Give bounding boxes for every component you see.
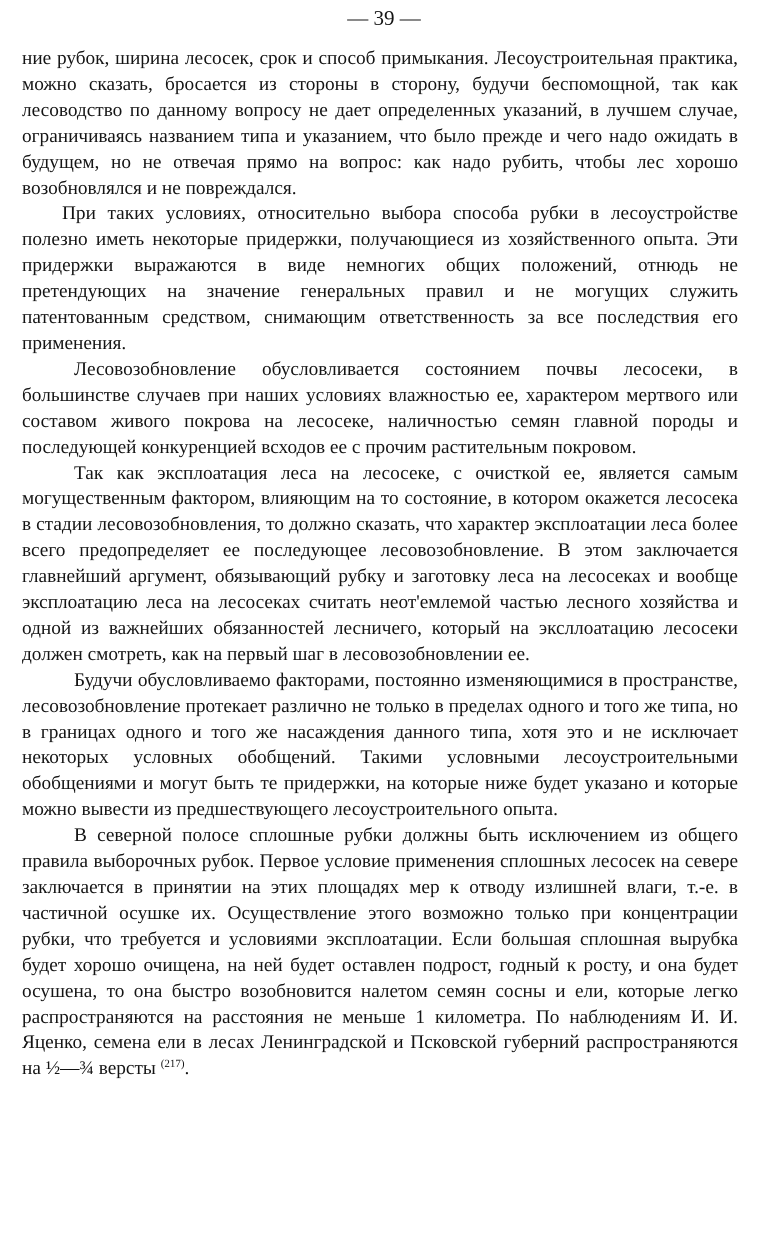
paragraph: Так как эксплоатация леса на лесосеке, с очисткой ее, является самым могущественным фактором, влияющим на то состояние, в котором окажется лесосека в стадии лесовозобновления, то должно сказать, что характер эксплоатации леса более всего предопределяет ее последующее лесовозобновление. В этом заключается главнейший аргумент, обязывающий рубку и заготовку леса на лесосеках и вообще эксплоатацию леса на лесосеках считать неот'емлемой частью лесного хозяйства и одной из важнейших обязанностей лесничего, который на эксллоатацию лесосеки должен смотреть, как на первый шаг в лесовозобновлении ее. (22, 462, 738, 665)
paragraph: Лесовозобновление обусловливается состоянием почвы лесосеки, в большинстве случаев при наших условиях влажностью ее, характером мертвого или составом живого покрова на лесосеке, наличностью семян главной породы и последующей конкуренцией всходов ее с прочим растительным покровом. (22, 358, 738, 458)
paragraph: ние рубок, ширина лесосек, срок и способ примыкания. Лесоустроительная практика, можно сказать, бросается из стороны в сторону, будучи беспомощной, так как лесоводство по данному вопросу не дает определенных указаний, в лучшем случае, ограничиваясь названием типа и указанием, что было прежде и чего надо ожидать в будущем, но не отвечая прямо на вопрос: как надо рубить, чтобы лес хорошо возобновлялся и не повреждался. (22, 48, 738, 199)
paragraph: Будучи обусловливаемо факторами, постоянно изменяющимися в пространстве, лесовозобновление протекает различно не только в пределах одного и того же типа, но в границах одного и того же насаждения данного типа, хотя это и не исключает некоторых условных обобщений. Такими условными лесоустроительными обобщениями и могут быть те придержки, на которые ниже будет указано и которые можно вывести из предшествующего лесоустроительного опыта. (22, 669, 738, 821)
paragraph: При таких условиях, относительно выбора способа рубки в лесоустройстве полезно иметь некоторые придержки, получающиеся из хозяйственного опыта. Эти придержки выражаются в виде немногих общих положений, отнюдь не претендующих на значение генеральных правил и не могущих служить патентованным средством, снимающим ответственность за все последствия его применения. (22, 203, 738, 354)
page-number: — 39 — (347, 6, 421, 30)
body-text (22, 46, 738, 1082)
footnote-reference: (217) (160, 1058, 185, 1071)
paragraph-tail: . (184, 1058, 190, 1080)
paragraph-text: В северной полосе сплошные рубки должны быть исключением из общего правила выборочных рубок. Первое условие применения сплошных лесосек на севере заключается в принятии на этих площадях мер к отводу излишней влаги, т.-е. в частичной осушке их. Осуществление этого возможно только при концентрации рубки, что требуется и условиями эксплоатации. Если большая сплошная вырубка будет хорошо очищена, на ней будет оставлен подрост, годный к росту, и она будет осушена, то она быстро возобновится налетом семян сосны и ели, которые легко распространяются на расстояния не меньше 1 километра. По наблюдениям И. И. Яценко, семена ели в лесах Ленинградской и Псковской губерний распространяются на ½—¾ версты (22, 825, 738, 1080)
paragraph-last (22, 823, 738, 1082)
book-page (22, 0, 738, 1249)
